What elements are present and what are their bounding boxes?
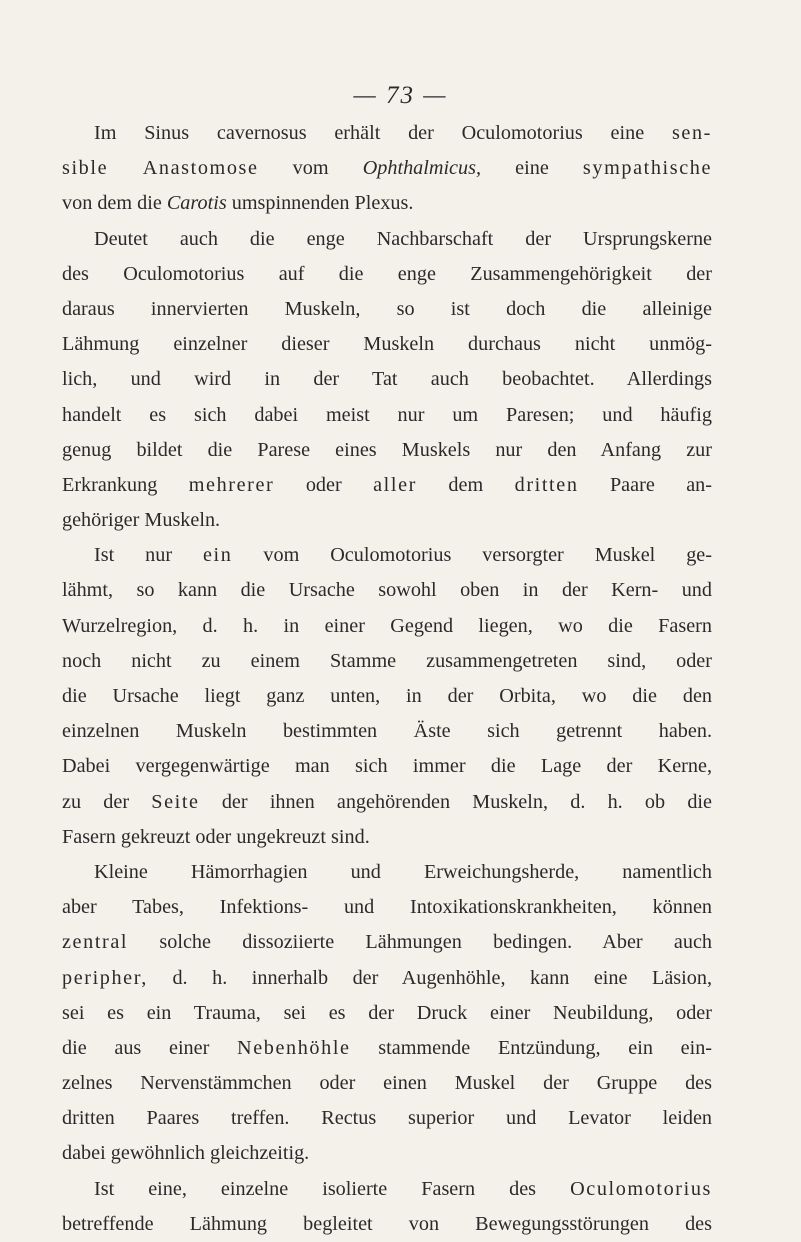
text-line: lähmt, so kann die Ursache sowohl oben in der Kern- und xyxy=(62,579,712,602)
text-line xyxy=(62,538,712,573)
text-run: d. h. innerhalb der Augenhöhle, kann eine Läsion, xyxy=(147,966,712,989)
spaced-emphasis: zentral xyxy=(62,931,129,954)
text-run: Im Sinus cavernosus erhält der Oculomotorius eine xyxy=(94,122,672,144)
text-run: zu der xyxy=(62,790,152,813)
text-line xyxy=(62,116,712,151)
text-run: Ist nur xyxy=(94,544,203,567)
text-line: sei es ein Trauma, sei es der Druck einer Neubildung, oder xyxy=(62,1001,712,1024)
text-line: genug bildet die Parese eines Muskels nur den Anfang zur xyxy=(62,438,712,461)
text-line: gehöriger Muskeln. xyxy=(62,509,221,532)
spaced-emphasis: peripher, xyxy=(62,966,148,989)
text-run: die aus einer xyxy=(62,1036,238,1059)
text-line xyxy=(62,1031,712,1066)
text-line: Kleine Hämorrhagien und Erweichungsherde, namentlich xyxy=(94,860,712,883)
text-run: oder xyxy=(274,473,374,496)
text-line: dabei gewöhnlich gleichzeitig. xyxy=(62,1142,310,1165)
text-run: vom Oculomotorius versorgter Muskel ge- xyxy=(232,544,712,567)
text-line: die Ursache liegt ganz unten, in der Orbita, wo die den xyxy=(62,685,712,707)
text-run: solche dissoziierte Lähmungen bedingen. Aber auch xyxy=(128,931,712,954)
spaced-emphasis: Nebenhöhle xyxy=(237,1036,351,1059)
text-line xyxy=(62,925,712,960)
text-run: eine xyxy=(481,157,583,180)
text-run: umspinnenden Plexus. xyxy=(226,192,414,215)
text-run: dem xyxy=(417,473,515,496)
text-run: der ihnen angehörenden Muskeln, d. h. ob die xyxy=(199,790,712,813)
text-line: betreffende Lähmung begleitet von Bewegungsstörungen des xyxy=(62,1212,712,1235)
text-line: dritten Paares treffen. Rectus superior und Levator leiden xyxy=(62,1107,712,1130)
text-run: Ist eine, einzelne isolierte Fasern des xyxy=(94,1177,571,1200)
text-line: Dabei vergegenwärtige man sich immer die Lage der Kerne, xyxy=(62,755,712,778)
text-run: stammende Entzündung, ein ein- xyxy=(350,1036,713,1059)
spaced-emphasis: sen- xyxy=(671,122,712,144)
body-text xyxy=(62,116,712,1242)
italic-term: Ophthalmicus, xyxy=(362,157,482,180)
text-line: Fasern gekreuzt oder ungekreuzt sind. xyxy=(62,825,370,848)
text-run: von dem die xyxy=(62,192,167,215)
text-line: des Oculomotorius auf die enge Zusammengehörigkeit der xyxy=(62,262,712,285)
text-line: noch nicht zu einem Stamme zusammengetreten sind, oder xyxy=(62,649,712,672)
text-line: zelnes Nervenstämmchen oder einen Muskel der Gruppe des xyxy=(62,1072,712,1095)
text-run: Erkrankung xyxy=(62,473,189,496)
text-line xyxy=(62,961,712,996)
italic-term: Carotis xyxy=(166,192,227,215)
text-line xyxy=(62,1172,712,1207)
text-line: lich, und wird in der Tat auch beobachtet. Allerdings xyxy=(62,368,712,391)
text-line xyxy=(62,785,712,820)
text-run: Paare an- xyxy=(578,473,712,496)
text-line xyxy=(62,186,712,221)
text-line: Deutet auch die enge Nachbarschaft der Ursprungskerne xyxy=(94,227,712,250)
text-line: Wurzelregion, d. h. in einer Gegend liegen, wo die Fasern xyxy=(62,614,712,637)
spaced-emphasis: Oculomotorius xyxy=(570,1177,712,1200)
spaced-emphasis: aller xyxy=(373,473,417,496)
text-line: handelt es sich dabei meist nur um Paresen; und häufig xyxy=(62,403,712,426)
spaced-emphasis: Seite xyxy=(151,790,200,813)
text-line xyxy=(62,468,712,503)
text-line xyxy=(62,151,712,186)
page-number: — 73 — xyxy=(353,82,448,109)
spaced-emphasis: sible Anastomose xyxy=(62,157,259,180)
text-line: Lähmung einzelner dieser Muskeln durchaus nicht unmög- xyxy=(62,333,712,356)
text-line: einzelnen Muskeln bestimmten Äste sich getrennt haben. xyxy=(62,720,712,743)
spaced-emphasis: mehrerer xyxy=(188,473,275,496)
spaced-emphasis: sympathische xyxy=(582,157,713,180)
text-run: vom xyxy=(258,157,363,180)
text-line: aber Tabes, Infektions- und Intoxikationskrankheiten, können xyxy=(62,896,712,919)
spaced-emphasis: ein xyxy=(202,544,233,567)
spaced-emphasis: dritten xyxy=(514,473,579,496)
text-line: daraus innervierten Muskeln, so ist doch die alleinige xyxy=(62,297,712,320)
